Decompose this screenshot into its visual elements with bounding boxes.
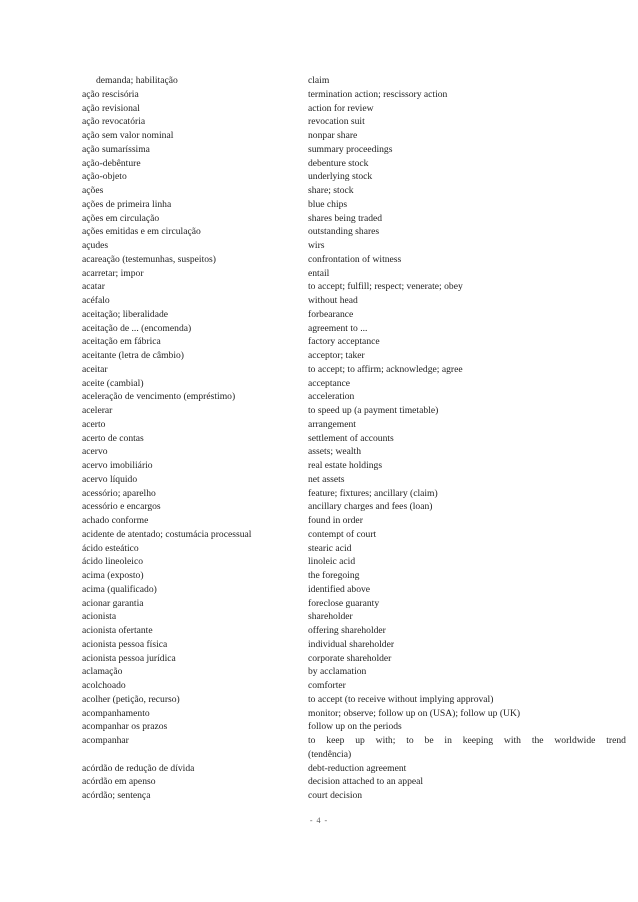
portuguese-term: açudes (82, 240, 109, 251)
portuguese-term: acidente de atentado; costumácia processual (82, 528, 252, 540)
glossary-row (0, 418, 638, 432)
portuguese-term: ácido lineoleico (82, 556, 144, 568)
portuguese-term: ação revisional (82, 102, 140, 114)
glossary-row (0, 390, 638, 404)
english-translation: nonpar share (308, 130, 358, 141)
english-translation: comforter (308, 680, 346, 691)
glossary-row (0, 679, 638, 693)
glossary-row (0, 253, 638, 267)
portuguese-term: ação-debênture (82, 157, 141, 169)
english-translation: linoleic acid (308, 556, 356, 568)
glossary-row (0, 789, 638, 803)
portuguese-term: acionista (82, 611, 117, 623)
english-translation: arrangement (308, 418, 356, 430)
glossary-row (0, 225, 638, 239)
english-translation: (tendência) (308, 748, 352, 760)
english-translation: to speed up (a payment timetable) (308, 405, 439, 416)
english-translation: court decision (308, 790, 363, 801)
english-translation: to accept; to affirm; acknowledge; agree (308, 363, 463, 375)
english-translation: to keep up with; to be in keeping with the worldwide trend (308, 735, 626, 746)
glossary-row (0, 129, 638, 143)
portuguese-term: acolchoado (82, 680, 126, 691)
portuguese-term (0, 748, 308, 762)
english-translation: settlement of accounts (308, 432, 394, 444)
portuguese-term: ácido esteático (82, 542, 139, 554)
glossary-row (0, 528, 638, 542)
english-translation: action for review (308, 102, 374, 114)
portuguese-term: aceitação de ... (encomenda) (82, 322, 192, 334)
portuguese-term: acionista ofertante (82, 625, 153, 636)
portuguese-term: acima (qualificado) (82, 583, 157, 595)
glossary-row (0, 624, 638, 638)
english-translation: shareholder (308, 611, 353, 623)
portuguese-term: acompanhamento (82, 707, 150, 719)
english-translation: confrontation of witness (308, 253, 402, 265)
english-translation: acceleration (308, 391, 355, 403)
portuguese-term: acionar garantia (82, 597, 144, 609)
glossary-row (0, 597, 638, 611)
english-translation: offering shareholder (308, 625, 386, 636)
glossary-row (0, 500, 638, 514)
english-translation: decision attached to an appeal (308, 776, 424, 788)
portuguese-term: ações emitidas e em circulação (82, 226, 201, 238)
english-translation: without head (308, 295, 358, 306)
glossary-row (0, 555, 638, 569)
english-translation: summary proceedings (308, 143, 393, 155)
portuguese-term: acima (exposto) (82, 570, 144, 581)
portuguese-term: acionista pessoa jurídica (82, 652, 176, 664)
english-translation: wirs (308, 240, 325, 251)
portuguese-term: acolher (petição, recurso) (82, 693, 180, 705)
portuguese-term: acervo imobiliário (82, 460, 153, 471)
glossary-row (0, 473, 638, 487)
english-translation: revocation suit (308, 116, 365, 128)
portuguese-term: acessório; aparelho (82, 487, 156, 499)
portuguese-term: acelerar (82, 405, 113, 416)
english-translation: found in order (308, 515, 363, 526)
portuguese-term: aceleração de vencimento (empréstimo) (82, 391, 236, 403)
glossary-row (0, 459, 638, 473)
portuguese-term: ação sem valor nominal (82, 130, 174, 141)
glossary-row (0, 308, 638, 322)
english-translation: to accept (to receive without implying approval) (308, 693, 494, 705)
english-translation: acceptance (308, 377, 351, 389)
portuguese-term: acórdão em apenso (82, 776, 156, 788)
portuguese-term: acórdão; sentença (82, 790, 151, 801)
portuguese-term: aceitar (82, 363, 108, 375)
english-translation: shares being traded (308, 212, 383, 224)
glossary-row (0, 720, 638, 734)
glossary-row (0, 88, 638, 102)
english-translation: follow up on the periods (308, 721, 402, 733)
english-translation: contempt of court (308, 528, 377, 540)
portuguese-term: ações de primeira linha (82, 198, 172, 210)
portuguese-term: aceitação em fábrica (82, 336, 161, 348)
portuguese-term: aceitante (letra de câmbio) (82, 350, 185, 361)
portuguese-term: demanda; habilitação (96, 75, 178, 86)
glossary-row (0, 349, 638, 363)
english-translation: underlying stock (308, 171, 373, 183)
english-translation: stearic acid (308, 542, 352, 554)
portuguese-term: acessório e encargos (82, 501, 161, 513)
english-translation: identified above (308, 583, 371, 595)
english-translation: blue chips (308, 198, 348, 210)
english-translation: debenture stock (308, 157, 369, 169)
portuguese-term: ação revocatória (82, 116, 146, 128)
glossary-row (0, 432, 638, 446)
portuguese-term: ações em circulação (82, 212, 160, 224)
glossary-row (0, 115, 638, 129)
english-translation: the foregoing (308, 570, 360, 581)
english-translation: outstanding shares (308, 226, 380, 238)
english-translation: individual shareholder (308, 638, 395, 650)
english-translation: claim (308, 75, 330, 86)
glossary-row (0, 267, 638, 281)
glossary-row (0, 569, 638, 583)
portuguese-term: ação sumaríssima (82, 143, 150, 155)
english-translation: factory acceptance (308, 336, 380, 348)
glossary-row (0, 322, 638, 336)
portuguese-term: aceitação; liberalidade (82, 308, 169, 320)
portuguese-term: acerto de contas (82, 432, 144, 444)
glossary-row (0, 775, 638, 789)
portuguese-term: acompanhar (82, 735, 129, 746)
portuguese-term: acatar (82, 281, 105, 293)
glossary-row (0, 487, 638, 501)
english-translation: monitor; observe; follow up on (USA); follow up (UK) (308, 707, 521, 719)
english-translation: debt-reduction agreement (308, 762, 407, 774)
glossary-row (0, 445, 638, 459)
glossary-row (0, 652, 638, 666)
english-translation: share; stock (308, 185, 354, 196)
portuguese-term: achado conforme (82, 515, 149, 526)
glossary-row (0, 280, 638, 294)
glossary-row (0, 762, 638, 776)
portuguese-term: ação rescisória (82, 88, 139, 100)
portuguese-term: acarretar; impor (82, 267, 144, 279)
glossary-row (0, 363, 638, 377)
english-translation: acceptor; taker (308, 350, 365, 361)
english-translation: ancillary charges and fees (loan) (308, 501, 433, 513)
portuguese-term: aceite (cambial) (82, 377, 144, 389)
english-translation: by acclamation (308, 666, 367, 678)
glossary-row (0, 638, 638, 652)
english-translation: feature; fixtures; ancillary (claim) (308, 487, 438, 499)
glossary-row (0, 734, 638, 748)
portuguese-term: acerto (82, 418, 106, 430)
glossary-row (0, 542, 638, 556)
english-translation: forbearance (308, 308, 354, 320)
glossary-table (0, 74, 638, 803)
glossary-row (0, 665, 638, 679)
english-translation: assets; wealth (308, 446, 362, 458)
portuguese-term: ações (82, 185, 104, 196)
glossary-row (0, 377, 638, 391)
glossary-row (0, 239, 638, 253)
glossary-row (0, 184, 638, 198)
glossary-row (0, 294, 638, 308)
english-translation: termination action; rescissory action (308, 88, 448, 100)
portuguese-term: acervo (82, 446, 108, 458)
glossary-row (0, 514, 638, 528)
portuguese-term: acéfalo (82, 295, 110, 306)
english-translation: net assets (308, 473, 345, 485)
glossary-row (0, 198, 638, 212)
portuguese-term: aclamação (82, 666, 123, 678)
english-translation: real estate holdings (308, 460, 383, 471)
english-translation: agreement to ... (308, 322, 368, 334)
portuguese-term: acionista pessoa física (82, 638, 168, 650)
glossary-row (0, 610, 638, 624)
glossary-row (0, 748, 638, 762)
glossary-row (0, 404, 638, 418)
glossary-row (0, 707, 638, 721)
english-translation: entail (308, 267, 330, 279)
glossary-row (0, 102, 638, 116)
english-translation: to accept; fulfill; respect; venerate; obey (308, 281, 463, 293)
glossary-row (0, 143, 638, 157)
portuguese-term: ação-objeto (82, 171, 127, 183)
glossary-row (0, 74, 638, 88)
glossary-row (0, 157, 638, 171)
portuguese-term: acareação (testemunhas, suspeitos) (82, 253, 216, 265)
portuguese-term: acórdão de redução de dívida (82, 762, 195, 774)
glossary-row (0, 693, 638, 707)
english-translation: foreclose guaranty (308, 597, 380, 609)
portuguese-term: acervo líquido (82, 473, 138, 485)
glossary-row (0, 583, 638, 597)
page-number: - 4 - (309, 816, 329, 825)
glossary-row (0, 212, 638, 226)
english-translation: corporate shareholder (308, 652, 392, 664)
glossary-row (0, 170, 638, 184)
portuguese-term: acompanhar os prazos (82, 721, 168, 733)
glossary-row (0, 335, 638, 349)
